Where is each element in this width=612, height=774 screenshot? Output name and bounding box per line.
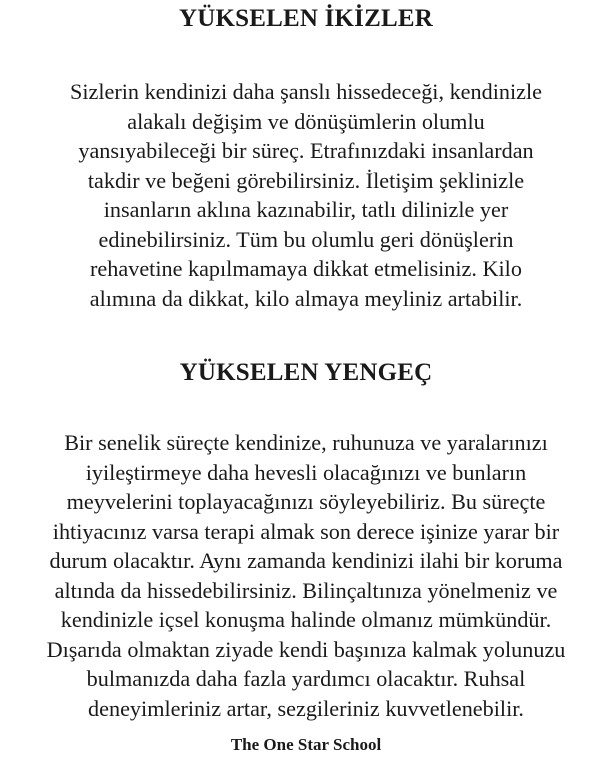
body-line: alımına da dikkat, kilo almaya meyliniz artabilir.	[89, 285, 523, 311]
body-line: kendinizle içsel konuşma halinde olmanız mümkündür.	[60, 607, 552, 632]
body-line: bulmanızda daha fazla yardımcı olacaktır. Ruhsal	[86, 666, 526, 691]
footer-credit: The One Star School	[230, 735, 382, 754]
body-line: Dışarıda olmaktan ziyade kendi başınıza kalmak yolunuzu	[46, 636, 566, 662]
body-line: altında da hissedebilirsiniz. Bilinçaltınıza yönelmeniz ve	[54, 577, 558, 603]
section-body-ikizler	[10, 77, 602, 313]
body-line: meyvelerini toplayacağınızı söyleyebiliriz. Bu süreçte	[66, 489, 546, 514]
section-body-yengec	[10, 428, 602, 723]
body-line: rehavetine kapılmamaya dikkat etmelisiniz. Kilo	[90, 256, 522, 281]
body-line: Bir senelik süreçte kendinize, ruhunuza ve yaralarınızı	[64, 430, 548, 455]
section-title-yengec: YÜKSELEN YENGEÇ	[179, 359, 433, 386]
body-line: deneyimleriniz artar, sezgileriniz kuvvetlenebilir.	[88, 695, 524, 721]
body-line: durum olacaktır. Aynı zamanda kendinizi ilahi bir koruma	[49, 548, 563, 573]
body-line: yansıyabileceği bir süreç. Etrafınızdaki insanlardan	[78, 138, 534, 163]
section-title-ikizler: YÜKSELEN İKİZLER	[179, 5, 433, 32]
body-line: takdir ve beğeni görebilirsiniz. İletişim şeklinizle	[87, 167, 525, 193]
body-line: edinebilirsiniz. Tüm bu olumlu geri dönüşlerin	[98, 226, 514, 252]
body-line: ihtiyacınız varsa terapi almak son derece işinize yarar bir	[52, 518, 560, 544]
body-line: iyileştirmeye daha hevesli olacağınızı ve bunların	[85, 459, 527, 485]
body-line: alakalı değişim ve dönüşümlerin olumlu	[127, 108, 485, 134]
body-line: insanların aklına kazınabilir, tatlı dilinizle yer	[103, 197, 509, 222]
body-line: Sizlerin kendinizi daha şanslı hissedeceği, kendinizle	[70, 79, 542, 104]
